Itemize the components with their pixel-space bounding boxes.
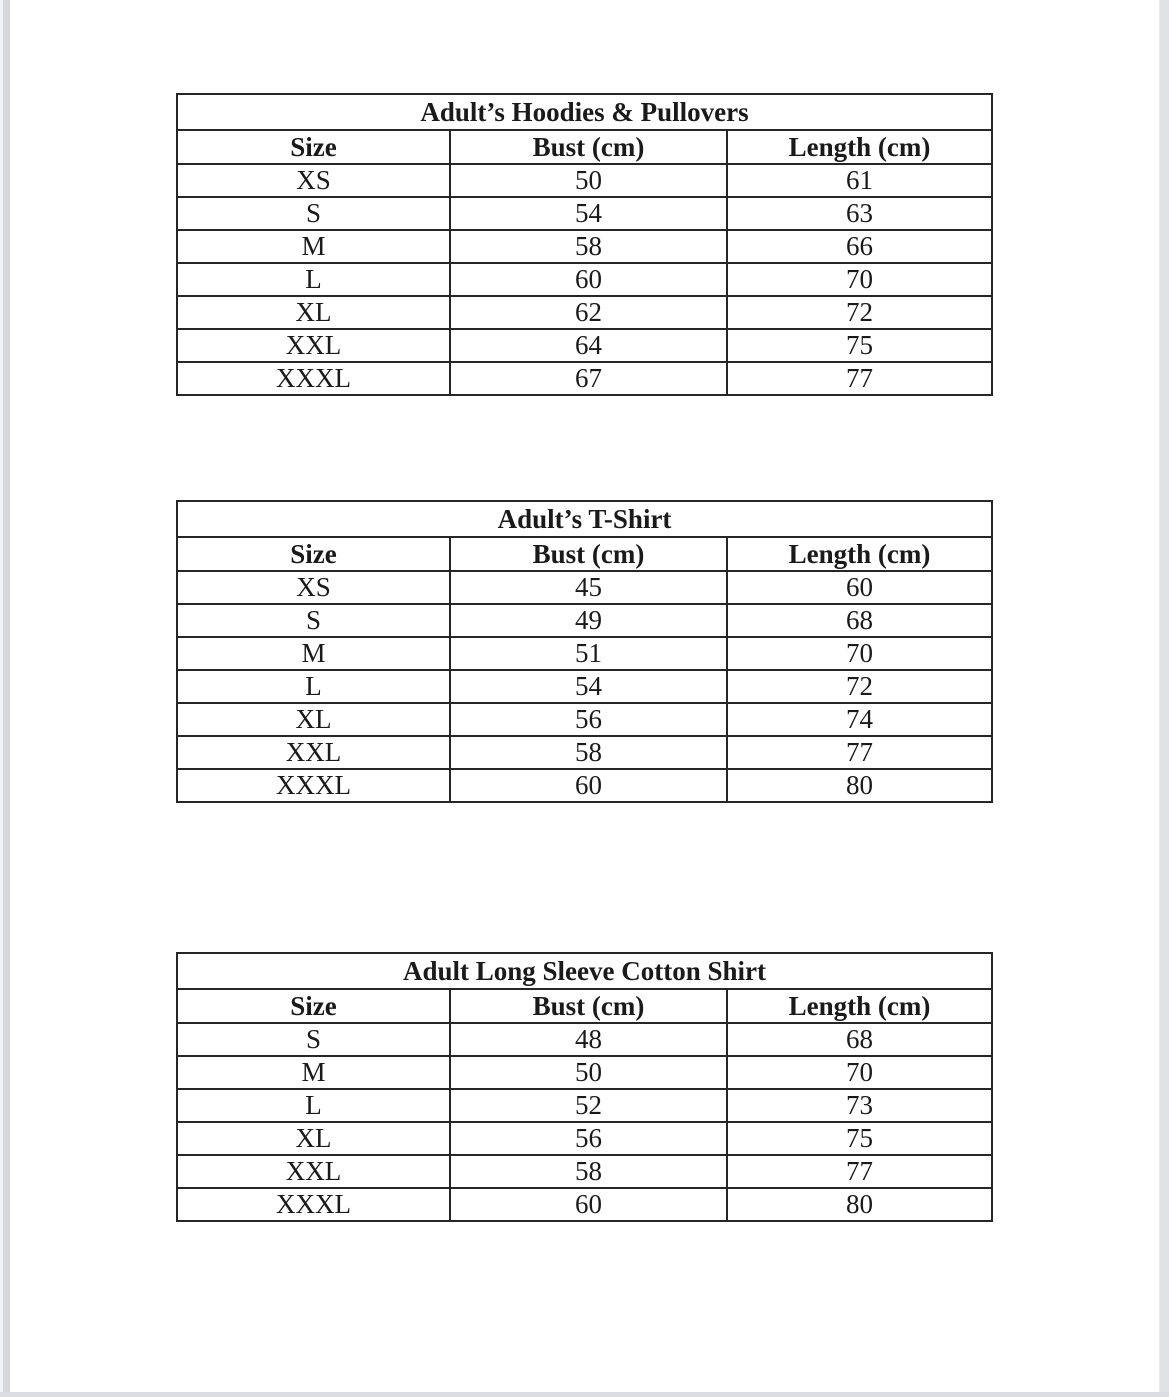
table-cell: 63 [727,197,992,230]
table-cell: XL [177,1122,450,1155]
table-cell: 60 [450,769,727,802]
table-cell: 50 [450,164,727,197]
table-title-row [177,953,992,989]
table-row [177,736,992,769]
table-cell: 51 [450,637,727,670]
table-cell: S [177,1023,450,1056]
table-cell: 70 [727,263,992,296]
table-cell: 74 [727,703,992,736]
table-cell: 45 [450,571,727,604]
bottom-edge-strip [0,1392,1169,1397]
left-edge-strip-inner [3,0,10,1397]
table-cell: 80 [727,769,992,802]
table-row [177,296,992,329]
table-cell: M [177,637,450,670]
table-cell: 60 [727,571,992,604]
table-cell: 58 [450,1155,727,1188]
size-table-hoodies-pullovers [176,93,993,396]
table-cell: XXXL [177,769,450,802]
table-row [177,1155,992,1188]
table-title: Adult Long Sleeve Cotton Shirt [177,953,992,989]
table-cell: M [177,1056,450,1089]
table-row [177,164,992,197]
table-cell: M [177,230,450,263]
column-header-bust: Bust (cm) [450,537,727,571]
table-header-row [177,989,992,1023]
table-row [177,329,992,362]
table-header-row [177,537,992,571]
column-header-size: Size [177,537,450,571]
table-row [177,1056,992,1089]
table-cell: 49 [450,604,727,637]
table-cell: 58 [450,736,727,769]
table-cell: XXXL [177,1188,450,1221]
table-cell: 68 [727,604,992,637]
table-cell: L [177,263,450,296]
table-header-row [177,130,992,164]
table-cell: 77 [727,736,992,769]
table-cell: XXL [177,329,450,362]
table-cell: 75 [727,329,992,362]
table-title: Adult’s Hoodies & Pullovers [177,94,992,130]
column-header-size: Size [177,989,450,1023]
table-cell: 75 [727,1122,992,1155]
table-row [177,1122,992,1155]
table-title-row [177,94,992,130]
table-cell: L [177,670,450,703]
table-cell: XS [177,571,450,604]
table-cell: 80 [727,1188,992,1221]
table-cell: XXL [177,1155,450,1188]
table-cell: S [177,197,450,230]
column-header-length: Length (cm) [727,537,992,571]
size-table-long-sleeve-cotton-shirt [176,952,993,1222]
table-cell: XL [177,703,450,736]
table-cell: 67 [450,362,727,395]
table-cell: 70 [727,1056,992,1089]
table-row [177,604,992,637]
table-cell: 72 [727,296,992,329]
table-row [177,1089,992,1122]
size-table-tshirt [176,500,993,803]
table-cell: 62 [450,296,727,329]
table-cell: 50 [450,1056,727,1089]
table-title-row [177,501,992,537]
table-cell: XL [177,296,450,329]
column-header-bust: Bust (cm) [450,989,727,1023]
table-row [177,670,992,703]
table-cell: 56 [450,703,727,736]
table-row [177,197,992,230]
table-cell: 68 [727,1023,992,1056]
table-cell: 56 [450,1122,727,1155]
table-cell: 72 [727,670,992,703]
table-row [177,703,992,736]
table-row [177,263,992,296]
column-header-length: Length (cm) [727,989,992,1023]
table-row [177,637,992,670]
table-cell: L [177,1089,450,1122]
table-cell: 77 [727,1155,992,1188]
table-title: Adult’s T-Shirt [177,501,992,537]
table-cell: S [177,604,450,637]
table-cell: 66 [727,230,992,263]
table-cell: XXXL [177,362,450,395]
table-row [177,362,992,395]
table-cell: 52 [450,1089,727,1122]
table-cell: 60 [450,263,727,296]
table-cell: XXL [177,736,450,769]
table-cell: 58 [450,230,727,263]
table-cell: 73 [727,1089,992,1122]
table-cell: 60 [450,1188,727,1221]
table-cell: 48 [450,1023,727,1056]
table-cell: 64 [450,329,727,362]
column-header-size: Size [177,130,450,164]
table-cell: XS [177,164,450,197]
table-row [177,230,992,263]
table-cell: 77 [727,362,992,395]
table-cell: 61 [727,164,992,197]
table-row [177,1023,992,1056]
table-row [177,1188,992,1221]
column-header-length: Length (cm) [727,130,992,164]
table-cell: 54 [450,197,727,230]
column-header-bust: Bust (cm) [450,130,727,164]
table-row [177,769,992,802]
table-row [177,571,992,604]
right-edge-strip [1159,0,1169,1397]
table-cell: 70 [727,637,992,670]
table-cell: 54 [450,670,727,703]
